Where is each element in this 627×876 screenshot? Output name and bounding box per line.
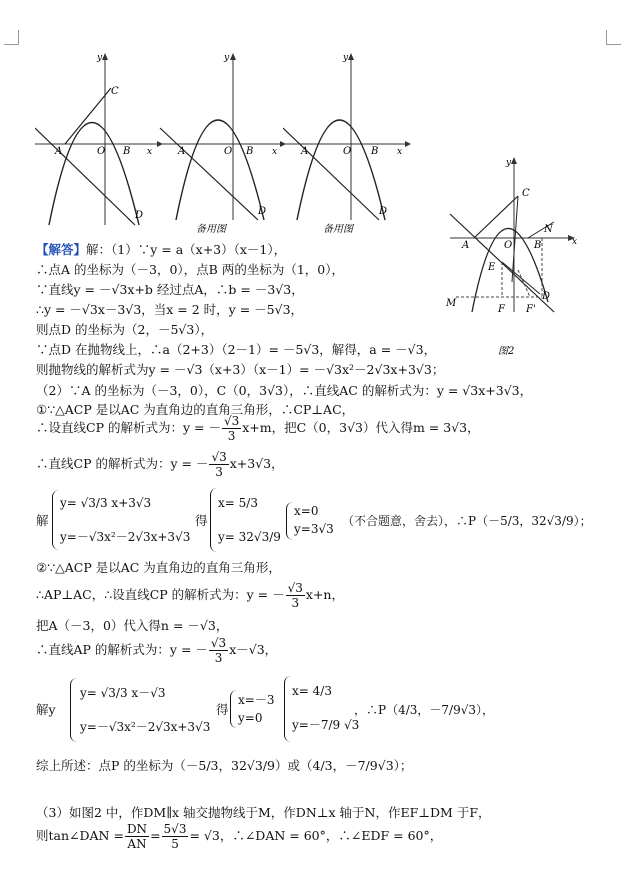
label-A: A [462,240,470,251]
solution-row: x=0 [294,504,319,518]
equation-row: y= √3/3 x－√3 [80,686,166,700]
label-D: D [542,291,551,302]
solution-line-8: （2）∵A 的坐标为（－3，0），C（0，3√3），∴直线AC 的解析式为：y = √3x+3√3， [36,383,533,398]
solution-row: y=3√3 [294,522,334,536]
text: x－√3， [229,642,278,657]
solution-line-16: 综上所述：点P 的坐标为（－5/3，32√3/9）或（4/3，－7/9√3）； [36,758,413,773]
label-D: D [379,206,388,217]
system-1-get: 得 [195,513,208,528]
system-1-alt-brace [286,502,293,540]
solution-row: x= 4/3 [292,684,332,698]
label-y: y [506,158,512,168]
system-1-brace [52,490,59,550]
equation-row: y=－√3x²－2√3x+3√3 [80,720,211,734]
solution-line-10 [36,414,480,443]
denominator: 3 [227,429,236,443]
system-1-solution-brace [210,488,217,552]
equation-row: y= √3/3 x+3√3 [60,496,152,510]
text: = √3，∴∠DAN = 60°，∴∠EDF = 60°， [189,828,443,843]
solution-line-18 [36,822,442,851]
label-x: x [272,147,278,157]
caption-spare-2: 备用图 [323,224,353,235]
system-2-alt-solution [292,684,359,732]
denominator: 3 [291,596,300,610]
label-B: B [371,146,379,157]
equation-row: y=－√3x²－2√3x+3√3 [60,530,191,544]
numerator: DN [126,822,148,836]
label-A: A [55,146,63,157]
denominator: 5 [171,837,179,851]
solution-line-1 [36,242,286,258]
fraction [209,450,228,479]
system-1-equations [60,496,190,544]
denominator: 3 [214,651,223,665]
solution-line-17: （3）如图2 中，作DM∥x 轴交抛物线于M，作DN⊥x 轴于N，作EF⊥DM 于F， [36,805,491,820]
text: = [150,828,161,843]
label-O: O [224,146,233,157]
solution-line-7: 则抛物线的解析式为y = －√3（x+3）（x－1）= －√3x²－2√3x+3√3； [36,362,445,377]
system-2-solution [238,693,274,725]
solution-line-3: ∵直线y = －√3x+b 经过点A，∴b = －3√3， [36,282,304,297]
fraction [209,636,228,665]
fraction [222,414,241,443]
label-x: x [147,147,153,157]
caption-spare-1: 备用图 [196,224,226,235]
text: ∴设直线CP 的解析式为：y = － [36,420,221,435]
system-2-equations [80,686,210,734]
label-M: M [446,298,457,309]
system-2-solution-brace [230,690,237,728]
label-y: y [224,53,230,63]
solution-row: y=－7/9 √3 [292,718,360,732]
system-1-alt-solution [294,504,334,536]
system-2-brace [70,678,77,742]
label-B: B [534,240,542,251]
graph-1 [35,50,165,230]
label-B: B [123,146,131,157]
system-1-note: （不合题意，舍去），∴P（－5/3，32√3/9）； [342,514,592,528]
label-C: C [522,188,530,199]
system-2-get: 得 [216,702,229,717]
caption-figure-2: 图2 [498,346,515,357]
solution-line-14: 把A（－3，0）代入得n = －√3， [36,618,229,633]
numerator: √3 [223,414,240,428]
numerator: √3 [211,450,227,464]
label-A: A [178,146,186,157]
solution-row: x=－3 [238,693,275,707]
label-C: C [111,86,119,97]
solution-line-5: 则点D 的坐标为（2，－5√3）， [36,322,214,337]
solution-line-12: ②∵△ACP 是以AC 为直角边的直角三角形， [36,560,281,575]
figure-2 [442,152,582,357]
numerator: 5√3 [163,822,187,836]
solution-line-9: ①∵△ACP 是以AC 为直角边的直角三角形，∴CP⊥AC， [36,402,355,417]
label-B: B [246,146,254,157]
system-1-solution [218,496,281,544]
label-F: F [498,304,505,315]
label-F-prime: F' [526,304,536,315]
solution-line-13 [36,581,344,610]
label-O: O [343,146,352,157]
graph-2 [158,50,288,240]
system-2-alt-brace [284,676,291,742]
text: 则tan∠DAN = [36,828,124,843]
solution-text: 解：（1）∵y = a（x+3）（x－1）， [86,242,287,257]
corner-mark-left [4,30,19,45]
text: ∴直线AP 的解析式为：y = － [36,642,208,657]
text: x+n， [305,587,344,602]
label-x: x [397,147,403,157]
system-2-prefix: 解y [36,702,56,717]
numerator: √3 [210,636,227,650]
label-D: D [135,210,144,221]
solution-line-6: ∵点D 在抛物线上，∴a（2+3）（2－1）= －5√3，解得，a = －√3， [36,342,437,357]
solution-row: y= 32√3/9 [218,530,281,544]
solution-line-11 [36,450,284,479]
fraction [286,581,305,610]
answer-tag: 【解答】 [36,242,87,257]
denominator: 3 [215,465,223,479]
solution-row: y=0 [238,711,263,725]
text: x+3√3， [229,456,284,471]
denominator: AN [127,837,147,851]
text: ∴AP⊥AC，∴设直线CP 的解析式为：y = － [36,587,285,602]
solution-line-2: ∴点A 的坐标为（－3，0），点B 两的坐标为（1，0）， [36,262,344,277]
label-D: D [258,206,267,217]
label-O: O [97,146,106,157]
solution-line-15 [36,636,277,665]
system-1-prefix: 解 [36,513,49,528]
label-E: E [488,262,496,273]
system-2-note: ，∴P（4/3，－7/9√3）， [354,703,494,717]
text: ∴直线CP 的解析式为：y = － [36,456,209,471]
graph-3 [283,50,413,240]
corner-mark-right [606,30,621,45]
numerator: √3 [287,581,303,595]
fraction [125,822,149,851]
label-y: y [343,53,349,63]
solution-row: x= 5/3 [218,496,258,510]
label-y: y [97,53,103,63]
label-A: A [301,146,309,157]
text: x+m，把C（0，3√3）代入得m = 3√3， [242,420,480,435]
label-N: N [544,224,553,235]
label-x: x [572,237,578,247]
fraction [162,822,189,851]
solution-line-4: ∴y = －√3x－3√3，当x = 2 时，y = －5√3， [36,302,304,317]
label-O: O [504,240,513,251]
